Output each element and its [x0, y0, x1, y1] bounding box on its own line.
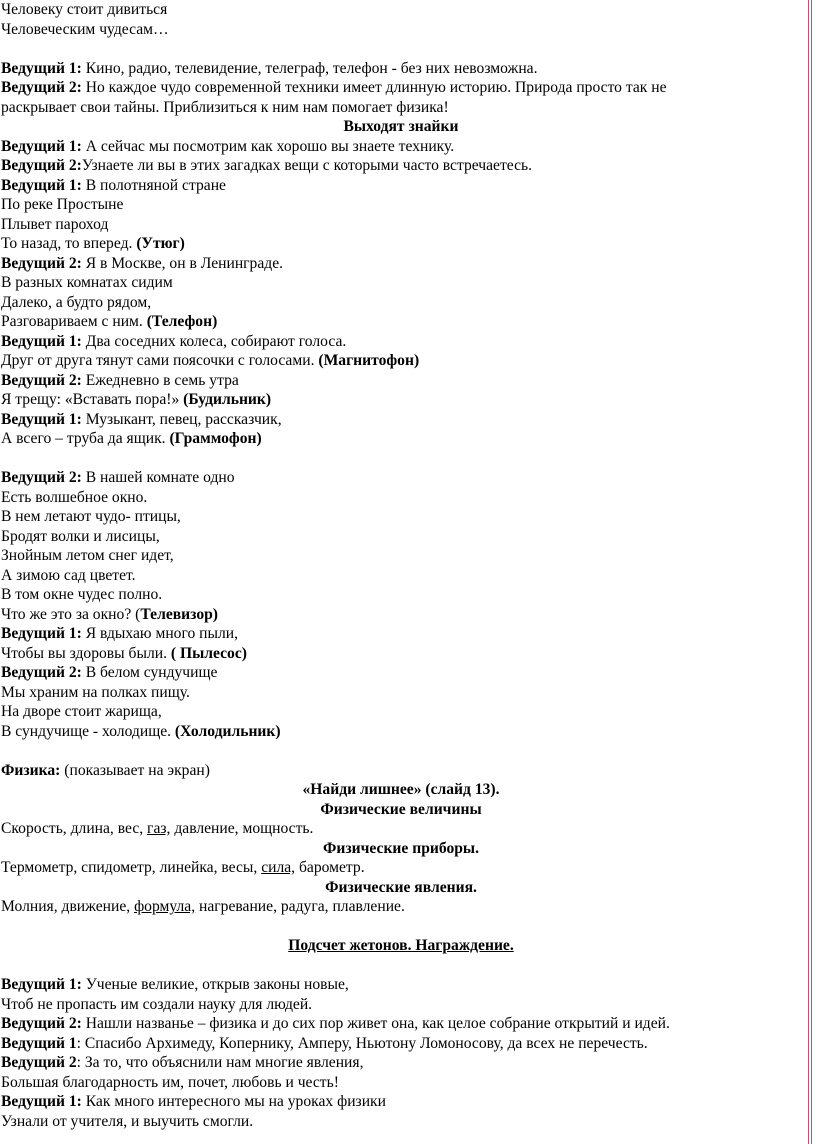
bold-text: Ведущий 2 [1, 1054, 77, 1071]
text-line [1, 293, 801, 313]
blank-line [1, 39, 801, 59]
text-line [1, 195, 801, 215]
text-line [1, 546, 801, 566]
text-segment: Что же это за окно? ( [1, 605, 141, 623]
text-line [1, 254, 801, 274]
bold-text: Ведущий 1: [1, 1093, 82, 1110]
text-segment: Скорость, длина, вес, [1, 820, 148, 837]
text-segment: Чтоб не пропасть им создали науку для людей. [1, 995, 313, 1013]
text-line [1, 156, 801, 176]
text-segment: барометр. [295, 859, 365, 876]
bold-text: (Граммофон) [169, 430, 262, 447]
text-segment: Музыкант, певец, рассказчик, [81, 410, 282, 428]
text-line [1, 176, 801, 196]
text-segment: Человеку стоит дивиться [1, 1, 168, 18]
text-segment: Я трещу: «Вставать пора!» [1, 391, 184, 408]
bold-text: (Будильник) [183, 391, 272, 408]
text-segment: Далеко, а будто рядом, [1, 293, 152, 311]
text-segment: Бродят волки и лисицы, [1, 527, 160, 545]
text-line [1, 410, 801, 430]
text-line [1, 1053, 801, 1073]
text-segment: А сейчас мы посмотрим как хорошо вы знаете технику. [81, 137, 455, 155]
text-line [1, 507, 801, 527]
text-line [1, 819, 801, 839]
text-segment: А зимою сад цветет. [1, 566, 136, 584]
bold-text: Ведущий 1: [1, 976, 82, 993]
bold-text: Физические явления. [325, 878, 477, 896]
text-segment: Мы храним на полках пищу. [1, 683, 190, 701]
text-segment: Я вдыхаю много пыли, [81, 625, 239, 642]
text-line [1, 722, 801, 742]
text-segment: На дворе стоит жарища, [1, 703, 162, 720]
underlined-text: формула, [134, 898, 196, 915]
text-line [1, 566, 801, 586]
text-segment: Есть волшебное окно. [1, 488, 148, 506]
text-line [1, 234, 801, 254]
bold-text: Физика: [1, 761, 61, 779]
text-segment: Человеческим чудесам… [1, 20, 169, 38]
text-segment: Ежедневно в семь утра [81, 371, 239, 389]
bold-text: Ведущий 1: [1, 625, 82, 642]
section-heading [1, 878, 801, 898]
text-segment: Как много интересного мы на уроках физики [81, 1093, 386, 1110]
bold-text: Ведущий 2: [1, 1015, 82, 1032]
text-segment: показывает на экран) [69, 761, 210, 779]
bold-text: Телевизор) [140, 605, 218, 623]
text-line [1, 488, 801, 508]
blank-line [1, 956, 801, 976]
text-line [1, 390, 801, 410]
text-segment: раскрывает свои тайны. Приблизиться к ним нам помогает физика! [1, 98, 449, 116]
text-segment: По реке Простыне [1, 196, 124, 213]
bold-text: Ведущий 1 [1, 1034, 77, 1052]
text-line [1, 527, 801, 547]
text-line [1, 429, 801, 449]
text-line [1, 995, 801, 1015]
bold-text: Физические приборы. [322, 839, 480, 857]
text-segment: Ученые великие, открыв законы новые, [81, 976, 349, 993]
text-segment: : Спасибо Архимеду, Копернику, Амперу, Ньютону Ломоносову, да всех не перечесть. [76, 1034, 648, 1052]
text-line [1, 761, 801, 781]
bold-text: «Найди лишнее» (слайд 13). [302, 781, 500, 798]
text-segment: В том окне чудес полно. [1, 586, 163, 603]
section-heading [1, 800, 801, 820]
text-line [1, 1014, 801, 1034]
text-segment: В нем летают чудо- птицы, [1, 508, 181, 525]
text-line [1, 351, 801, 371]
bold-text: Ведущий 2: [1, 664, 82, 681]
text-line [1, 897, 801, 917]
section-heading [1, 936, 801, 956]
bold-text: (Телефон) [146, 313, 218, 330]
text-line [1, 1112, 801, 1132]
bold-text: Ведущий 1: [1, 176, 82, 194]
blank-line [1, 917, 801, 937]
text-line [1, 0, 801, 20]
text-line [1, 59, 801, 79]
text-line [1, 858, 801, 878]
bold-text: Ведущий 2: [1, 254, 82, 272]
section-heading [1, 839, 801, 859]
text-line [1, 975, 801, 995]
text-line [1, 683, 801, 703]
text-segment: Термометр, спидометр, линейка, весы, [1, 859, 262, 876]
text-line [1, 585, 801, 605]
bold-text: Физические величины [320, 800, 482, 818]
bold-text: Ведущий 1: [1, 59, 82, 77]
bold-text: ( Пылесос) [170, 644, 247, 662]
bold-text: Подсчет жетонов. Награждение. [288, 937, 514, 954]
text-line [1, 702, 801, 722]
text-segment: давление, мощность. [170, 820, 314, 837]
text-segment: Друг от друга тянут сами поясочки с голосами. [1, 352, 319, 369]
text-line [1, 98, 801, 118]
text-line [1, 624, 801, 644]
text-segment: : За то, что объяснили нам многие явления, [76, 1054, 364, 1071]
text-line [1, 312, 801, 332]
text-line [1, 1034, 801, 1054]
bold-text: Ведущий 2: [1, 79, 82, 96]
bold-text: (Магнитофон) [318, 352, 420, 369]
text-line [1, 332, 801, 352]
text-segment: Молния, движение, [1, 898, 135, 915]
text-segment: В сундучище - холодище. [1, 722, 175, 740]
text-segment: Нашли названье – физика и до сих пор живет она, как целое собрание открытий и идей. [81, 1015, 670, 1032]
text-line [1, 137, 801, 157]
text-line [1, 605, 801, 625]
text-segment: В разных комнатах сидим [1, 274, 173, 291]
bold-text: Ведущий 1: [1, 410, 82, 428]
text-segment: Разговариваем с ним. [1, 313, 147, 330]
underlined-text: сила, [261, 859, 296, 876]
text-segment: Знойным летом снег идет, [1, 547, 174, 564]
bold-text: Ведущий 1: [1, 137, 82, 155]
bold-text: (Утюг) [136, 235, 185, 252]
text-line [1, 273, 801, 293]
text-line [1, 371, 801, 391]
text-line [1, 663, 801, 683]
text-line [1, 644, 801, 664]
text-segment: То назад, то вперед. [1, 235, 137, 252]
text-segment: Узнаете ли вы в этих загадках вещи с которыми часто встречаетесь. [81, 157, 533, 174]
text-segment: Большая благодарность им, почет, любовь и честь! [1, 1073, 339, 1091]
document-body [1, 0, 801, 1131]
bold-text: Выходят знайки [343, 118, 459, 135]
bold-text: Ведущий 2: [1, 157, 82, 174]
text-segment: Узнали от учителя, и выучить смогли. [1, 1112, 254, 1130]
section-heading [1, 117, 801, 137]
text-line [1, 468, 801, 488]
text-segment: А всего – труба да ящик. [1, 430, 170, 447]
page-border-line [808, 0, 809, 1144]
text-segment: ( [60, 761, 70, 779]
text-line [1, 78, 801, 98]
text-segment: нагревание, радуга, плавление. [195, 898, 405, 915]
text-line [1, 20, 801, 40]
bold-text: Ведущий 1: [1, 332, 82, 350]
blank-line [1, 741, 801, 761]
text-segment: В белом сундучище [81, 664, 218, 681]
text-line [1, 215, 801, 235]
text-segment: Плывет пароход [1, 215, 109, 233]
text-segment: Два соседних колеса, собирают голоса. [81, 332, 347, 350]
bold-text: Ведущий 2: [1, 469, 82, 486]
blank-line [1, 449, 801, 469]
text-segment: В нашей комнате одно [81, 469, 235, 486]
bold-text: (Холодильник) [174, 722, 281, 740]
text-segment: Я в Москве, он в Ленинграде. [81, 254, 284, 272]
underlined-text: газ, [147, 820, 171, 837]
text-segment: Кино, радио, телевидение, телеграф, телефон - без них невозможна. [81, 59, 538, 77]
text-line [1, 1073, 801, 1093]
section-heading [1, 780, 801, 800]
text-segment: Но каждое чудо современной техники имеет длинную историю. Природа просто так не [81, 79, 667, 96]
text-segment: Чтобы вы здоровы были. [1, 644, 171, 662]
text-segment: В полотняной стране [81, 176, 226, 194]
page-border-line [811, 0, 812, 1144]
text-line [1, 1092, 801, 1112]
bold-text: Ведущий 2: [1, 371, 82, 389]
